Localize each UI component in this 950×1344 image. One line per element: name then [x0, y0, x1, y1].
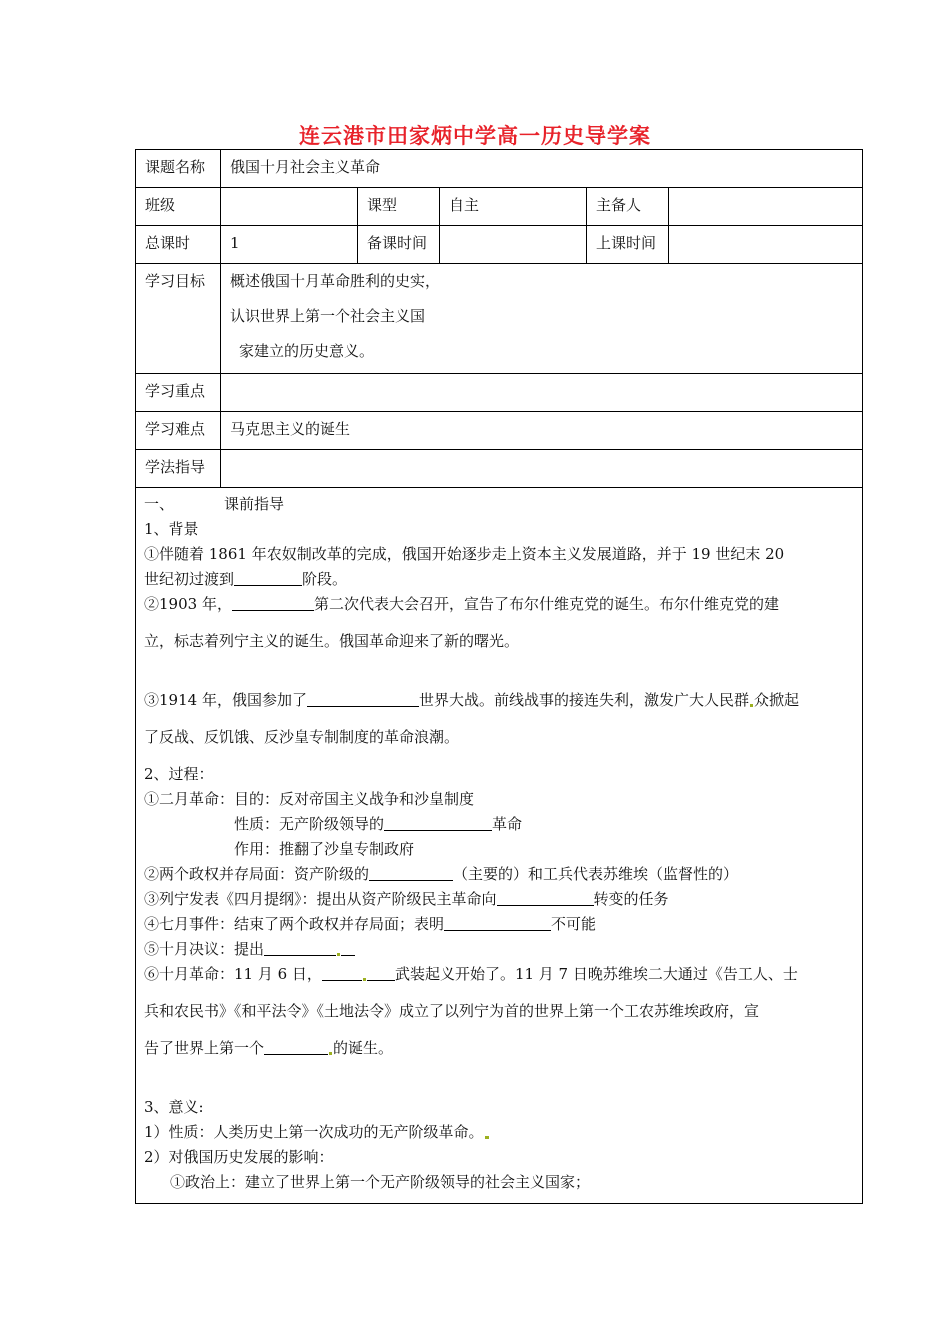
- fill-blank[interactable]: [341, 938, 355, 956]
- goal-label: 学习目标: [136, 264, 221, 374]
- fill-blank[interactable]: [264, 1037, 328, 1055]
- fill-blank[interactable]: [322, 963, 362, 981]
- class-time-label: 上课时间: [587, 226, 669, 264]
- process-item-6: ⑥十月革命：11 月 6 日， 武装起义开始了。11 月 7 日晚苏维埃二大通过《告工人、士: [144, 965, 798, 983]
- fill-blank[interactable]: [264, 938, 336, 956]
- process-item-6-cont: 兵和农民书》《和平法令》《土地法令》成立了以列宁为首的世界上第一个工农苏维埃政府，宣: [144, 1002, 760, 1020]
- significance-item-1: 1）性质：人类历史上第一次成功的无产阶级革命。: [144, 1120, 854, 1145]
- process-item-3: ③列宁发表《四月提纲》：提出从资产阶级民主革命向 转变的任务: [144, 890, 669, 908]
- background-item-3: ③1914 年，俄国参加了 世界大战。前线战事的接连失利，激发广大人民群 众掀起: [144, 691, 799, 709]
- preparer-label: 主备人: [587, 188, 669, 226]
- process-item-2: ②两个政权并存局面：资产阶级的 （主要的）和工兵代表苏维埃（监督性的）: [144, 865, 739, 883]
- class-time-value: [669, 226, 863, 264]
- type-label: 课型: [358, 188, 440, 226]
- significance-item-2-1: ①政治上：建立了世界上第一个无产阶级领导的社会主义国家；: [170, 1173, 591, 1191]
- difficulty-value: 马克思主义的诞生: [221, 412, 863, 450]
- preparer-value: [669, 188, 863, 226]
- goal-line: 认识世界上第一个社会主义国: [230, 307, 426, 325]
- goal-line: 概述俄国十月革命胜利的史实，: [230, 272, 441, 290]
- page-title: 连云港市田家炳中学高一历史导学案: [299, 124, 651, 148]
- hours-label: 总课时: [136, 226, 221, 264]
- fill-blank[interactable]: [369, 863, 453, 881]
- background-item-1: ①伴随着 1861 年农奴制改革的完成，俄国开始逐步走上资本主义发展道路，并于 19 世纪末 20: [144, 545, 785, 563]
- background-item-3-cont: 了反战、反饥饿、反沙皇专制制度的革命浪潮。: [144, 728, 460, 746]
- process-item-5: ⑤十月决议：提出: [144, 937, 854, 962]
- hours-value: 1: [221, 226, 358, 264]
- background-heading: 1、背景: [144, 520, 199, 538]
- fill-blank[interactable]: [234, 568, 302, 586]
- process-item-1-effect: 作用：推翻了沙皇专制政府: [234, 840, 415, 858]
- significance-item-2: 2）对俄国历史发展的影响：: [144, 1148, 334, 1166]
- course-name-value: 俄国十月社会主义革命: [221, 150, 863, 188]
- fill-blank[interactable]: [444, 913, 551, 931]
- difficulty-label: 学习难点: [136, 412, 221, 450]
- lesson-plan-table: [135, 149, 863, 1204]
- fill-blank[interactable]: [307, 689, 419, 707]
- section-heading: 一、 课前指导: [144, 495, 285, 513]
- background-item-2-cont: 立，标志着列宁主义的诞生。俄国革命迎来了新的曙光。: [144, 632, 520, 650]
- prep-time-label: 备课时间: [358, 226, 440, 264]
- fill-blank[interactable]: [367, 963, 395, 981]
- fill-blank[interactable]: [497, 888, 594, 906]
- pre-class-content: [136, 488, 863, 1204]
- prep-time-value: [440, 226, 587, 264]
- method-value: [221, 450, 863, 488]
- fill-blank[interactable]: [232, 593, 314, 611]
- background-item-1-cont: 世纪初过渡到 阶段。: [144, 570, 348, 588]
- class-label: 班级: [136, 188, 221, 226]
- goal-line: 家建立的历史意义。: [239, 342, 375, 360]
- process-item-4: ④七月事件：结束了两个政权并存局面；表明 不可能: [144, 915, 597, 933]
- key-point-value: [221, 374, 863, 412]
- class-value: [221, 188, 358, 226]
- process-item-1-nature: 性质：无产阶级领导的 革命: [234, 815, 523, 833]
- process-item-6-end: 告了世界上第一个 的诞生。: [144, 1039, 394, 1057]
- process-heading: 2、过程：: [144, 765, 214, 783]
- method-label: 学法指导: [136, 450, 221, 488]
- goal-value: [221, 264, 863, 374]
- process-item-1: ①二月革命：目的：反对帝国主义战争和沙皇制度: [144, 790, 475, 808]
- significance-heading: 3、意义:: [144, 1098, 204, 1116]
- type-value: 自主: [440, 188, 587, 226]
- course-name-label: 课题名称: [136, 150, 221, 188]
- key-point-label: 学习重点: [136, 374, 221, 412]
- background-item-2: ②1903 年， 第二次代表大会召开，宣告了布尔什维克党的诞生。布尔什维克党的建: [144, 595, 779, 613]
- fill-blank[interactable]: [384, 813, 492, 831]
